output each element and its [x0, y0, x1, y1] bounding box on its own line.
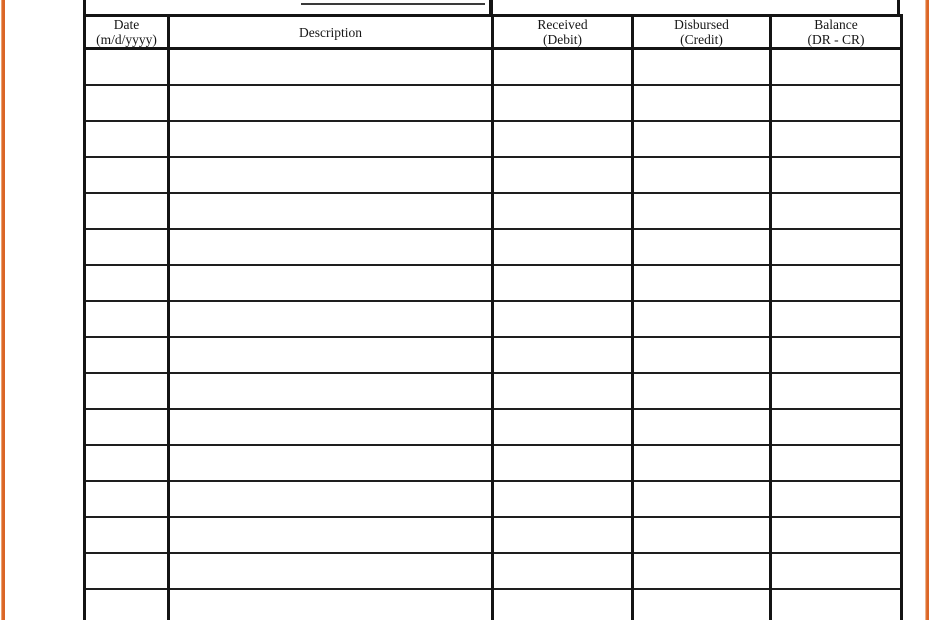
ledger-cell-received	[493, 445, 633, 481]
ledger-cell-description	[169, 337, 493, 373]
ledger-cell-description	[169, 301, 493, 337]
ledger-cell-disbursed	[633, 229, 771, 265]
ledger-cell-date	[85, 85, 169, 121]
ledger-cell-balance	[771, 49, 902, 86]
ledger-cell-disbursed	[633, 301, 771, 337]
ledger-cell-received	[493, 517, 633, 553]
ledger-cell-received	[493, 409, 633, 445]
ledger-row	[85, 265, 902, 301]
ledger-cell-description	[169, 85, 493, 121]
ledger-cell-received	[493, 49, 633, 86]
ledger-cell-balance	[771, 409, 902, 445]
ledger-row	[85, 481, 902, 517]
ledger-cell-disbursed	[633, 157, 771, 193]
ledger-cell-description	[169, 49, 493, 86]
ledger-row	[85, 553, 902, 589]
ledger-cell-disbursed	[633, 409, 771, 445]
header-date-line1: Date	[113, 17, 140, 32]
ledger-cell-description	[169, 193, 493, 229]
ledger-row	[85, 373, 902, 409]
ledger-cell-received	[493, 373, 633, 409]
ledger-cell-balance	[771, 589, 902, 620]
ledger-cell-date	[85, 301, 169, 337]
ledger-cell-disbursed	[633, 193, 771, 229]
ledger-cell-balance	[771, 121, 902, 157]
ledger-cell-balance	[771, 193, 902, 229]
ledger-row	[85, 409, 902, 445]
ledger-cell-received	[493, 553, 633, 589]
ledger-cell-disbursed	[633, 517, 771, 553]
header-disbursed-line2: (Credit)	[680, 32, 723, 47]
ledger-cell-balance	[771, 337, 902, 373]
header-disbursed-line1: Disbursed	[674, 17, 729, 32]
ledger-cell-disbursed	[633, 589, 771, 620]
ledger-cell-description	[169, 373, 493, 409]
header-description	[169, 16, 493, 49]
ledger-cell-description	[169, 553, 493, 589]
ledger-cell-description	[169, 229, 493, 265]
ledger-cell-balance	[771, 229, 902, 265]
ledger-cell-disbursed	[633, 445, 771, 481]
ledger-cell-received	[493, 193, 633, 229]
ledger-cell-received	[493, 85, 633, 121]
ledger-cell-date	[85, 445, 169, 481]
ledger-cell-description	[169, 481, 493, 517]
header-received-line1: Received	[537, 17, 588, 32]
ledger-cell-date	[85, 481, 169, 517]
ledger-table	[83, 14, 903, 620]
column-line-remnant-right	[897, 0, 900, 14]
ledger-cell-disbursed	[633, 49, 771, 86]
ledger-cell-date	[85, 409, 169, 445]
ledger-cell-balance	[771, 445, 902, 481]
ledger-row	[85, 229, 902, 265]
ledger-cell-description	[169, 265, 493, 301]
ledger-cell-description	[169, 121, 493, 157]
ledger-cell-disbursed	[633, 85, 771, 121]
ledger-cell-date	[85, 49, 169, 86]
header-balance-line1: Balance	[814, 17, 858, 32]
ledger-cell-received	[493, 265, 633, 301]
ledger-cell-date	[85, 265, 169, 301]
header-row	[85, 16, 902, 49]
fill-in-underline	[301, 3, 485, 5]
ledger-cell-description	[169, 445, 493, 481]
ledger-cell-disbursed	[633, 265, 771, 301]
ledger-cell-description	[169, 409, 493, 445]
ledger-cell-disbursed	[633, 373, 771, 409]
header-received	[493, 16, 633, 49]
header-disbursed	[633, 16, 771, 49]
ledger-cell-received	[493, 229, 633, 265]
ledger-cell-date	[85, 553, 169, 589]
ledger-cell-balance	[771, 301, 902, 337]
ledger-cell-balance	[771, 265, 902, 301]
ledger-cell-description	[169, 517, 493, 553]
ledger-cell-date	[85, 229, 169, 265]
ledger-cell-disbursed	[633, 121, 771, 157]
ledger-row	[85, 337, 902, 373]
ledger-cell-received	[493, 589, 633, 620]
ledger-cell-date	[85, 193, 169, 229]
ledger-row	[85, 157, 902, 193]
ledger-cell-date	[85, 337, 169, 373]
ledger-row	[85, 121, 902, 157]
column-line-remnant-middle	[489, 0, 493, 14]
ledger-cell-received	[493, 301, 633, 337]
ledger-cell-disbursed	[633, 553, 771, 589]
ledger-cell-disbursed	[633, 481, 771, 517]
left-accent-border	[1, 0, 5, 620]
header-balance	[771, 16, 902, 49]
ledger-cell-balance	[771, 373, 902, 409]
ledger-cell-description	[169, 157, 493, 193]
header-received-line2: (Debit)	[543, 32, 582, 47]
header-date	[85, 16, 169, 49]
ledger-row	[85, 85, 902, 121]
ledger-cell-description	[169, 589, 493, 620]
right-accent-border	[925, 0, 929, 620]
ledger-cell-received	[493, 337, 633, 373]
ledger-cell-date	[85, 373, 169, 409]
ledger-cell-balance	[771, 481, 902, 517]
ledger-row	[85, 49, 902, 86]
ledger-cell-balance	[771, 553, 902, 589]
ledger-row	[85, 517, 902, 553]
ledger-cell-disbursed	[633, 337, 771, 373]
ledger-row	[85, 445, 902, 481]
ledger-cell-date	[85, 157, 169, 193]
header-date-line2: (m/d/yyyy)	[96, 32, 157, 47]
column-line-remnant-left	[83, 0, 86, 14]
ledger-row	[85, 301, 902, 337]
ledger-cell-date	[85, 589, 169, 620]
ledger-cell-date	[85, 517, 169, 553]
header-balance-line2: (DR - CR)	[807, 32, 865, 47]
ledger-row	[85, 589, 902, 620]
ledger-cell-received	[493, 121, 633, 157]
ledger-row	[85, 193, 902, 229]
ledger-cell-balance	[771, 157, 902, 193]
ledger-cell-received	[493, 481, 633, 517]
ledger-cell-received	[493, 157, 633, 193]
ledger-cell-balance	[771, 517, 902, 553]
header-description-line1: Description	[299, 24, 362, 40]
ledger-cell-date	[85, 121, 169, 157]
ledger-cell-balance	[771, 85, 902, 121]
